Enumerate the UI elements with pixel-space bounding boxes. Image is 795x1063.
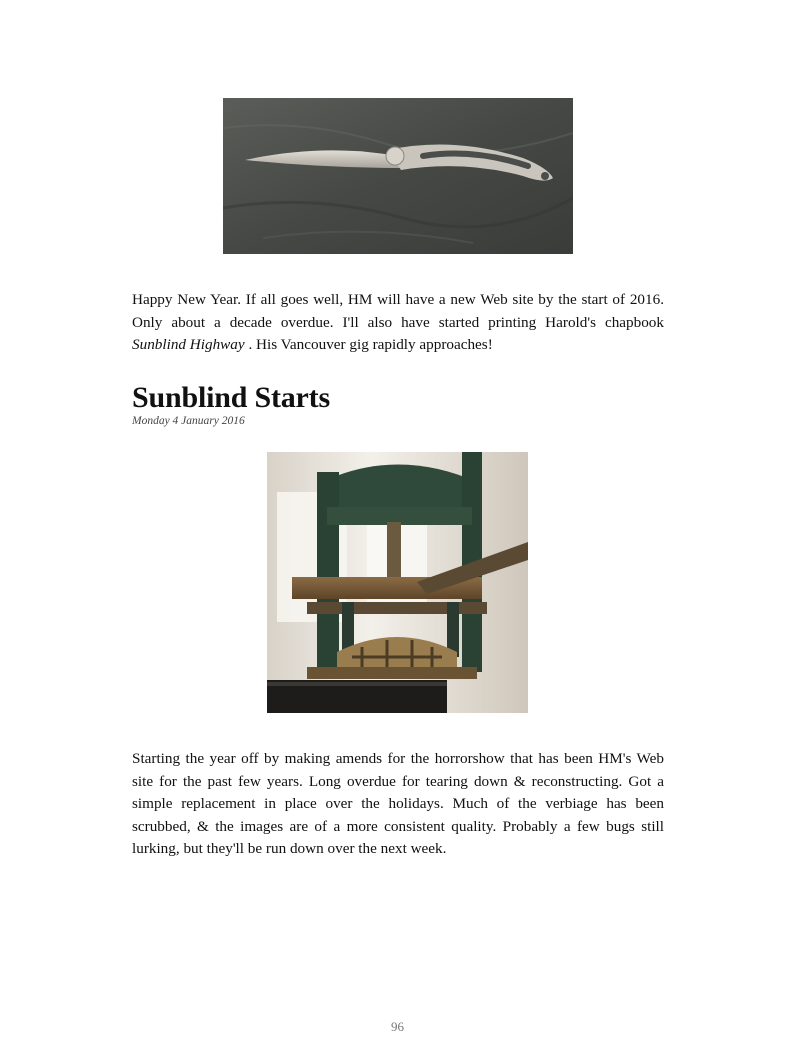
intro-text-after: . His Vancouver gig rapidly approaches! — [244, 336, 493, 353]
post-date: Monday 4 January 2016 — [132, 415, 245, 427]
intro-paragraph — [132, 289, 664, 357]
post-title: Sunblind Starts — [132, 381, 330, 414]
printing-press-photo — [267, 452, 528, 713]
knife-image — [223, 98, 573, 254]
intro-text-before: Happy New Year. If all goes well, HM will have a new Web site by the start of 2016. Only about a decade overdue. I'll also have started printing Harold's chapbook — [132, 291, 664, 331]
post-body: Starting the year off by making amends for the horrorshow that has been HM's Web site for the past few years. Long overdue for tearing down & reconstructing. Got a simple replacement in place over the holidays. Much of the verbiage has been scrubbed, & the images are of a more consistent quality. Probably a few bugs still lurking, but they'll be run down over the next week. — [132, 750, 664, 857]
book-title: Sunblind Highway — [132, 336, 245, 353]
knife-photo — [223, 98, 573, 254]
printing-press-image — [267, 452, 528, 713]
page-number: 96 — [391, 1019, 404, 1034]
